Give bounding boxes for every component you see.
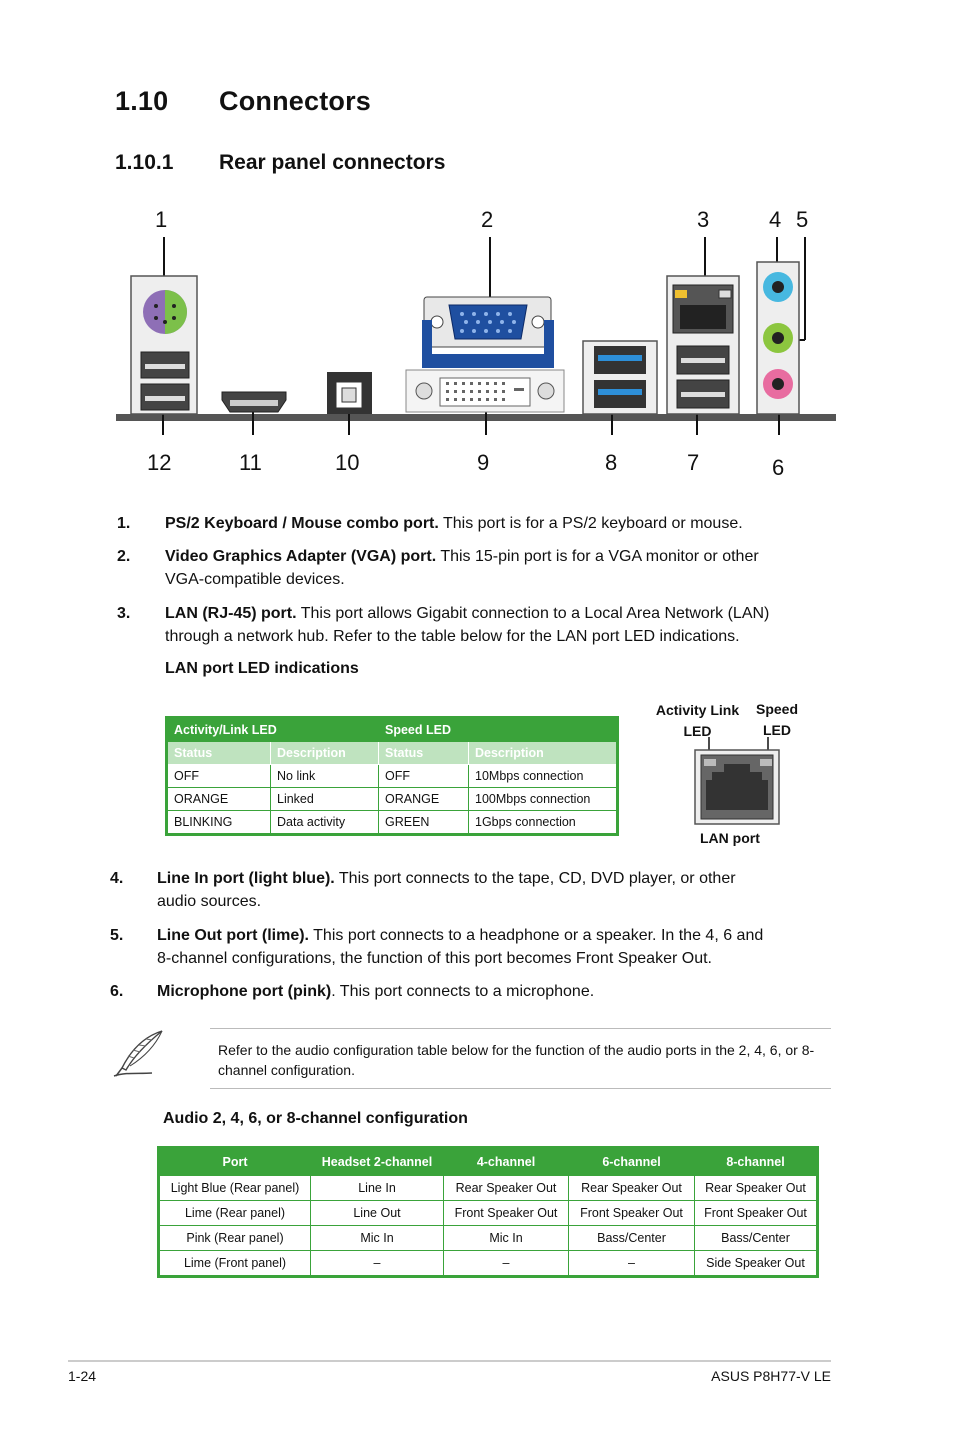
callout-5: 5 (796, 207, 809, 232)
callout-7: 7 (687, 450, 700, 475)
callout-1: 1 (155, 207, 168, 232)
list-item-2: 2. Video Graphics Adapter (VGA) port. This 15-pin port is for a VGA monitor or other VGA-compatible devices. (117, 548, 759, 588)
table-row: Light Blue (Rear panel) Line In Rear Speaker Out Rear Speaker Out Rear Speaker Out (159, 1176, 818, 1201)
table-row: ORANGE Linked ORANGE 100Mbps connection (167, 788, 618, 811)
product-name: ASUS P8H77-V LE (711, 1368, 831, 1384)
callout-6: 6 (772, 455, 785, 480)
callout-11: 11 (239, 450, 262, 475)
rear-panel-drawing (110, 235, 840, 435)
table-group-header: Activity/Link LED Speed LED (167, 718, 618, 742)
callout-10: 10 (335, 450, 360, 475)
note-bottom-rule (210, 1088, 831, 1089)
callout-8: 8 (605, 450, 618, 475)
audio-config-table (157, 1146, 819, 1278)
footer-rule (68, 1360, 831, 1362)
callout-9: 9 (477, 450, 490, 475)
table-row: Pink (Rear panel) Mic In Mic In Bass/Center Bass/Center (159, 1226, 818, 1251)
page-title: 1.10 Connectors (115, 86, 372, 116)
panel-base (116, 414, 836, 421)
table-row: BLINKING Data activity GREEN 1Gbps connection (167, 811, 618, 835)
callout-2: 2 (481, 207, 494, 232)
callout-3: 3 (697, 207, 710, 232)
callout-4: 4 (769, 207, 782, 232)
lan-led-heading: LAN port LED indications (165, 660, 359, 677)
lan-port-drawing (690, 736, 785, 828)
callout-12: 12 (147, 450, 172, 475)
list-item-3: 3. LAN (RJ-45) port. This port allows Gigabit connection to a Local Area Network (LAN) through a network hub. Refer to the table below for the LAN port LED indications. (117, 605, 770, 645)
note-text: Refer to the audio configuration table below for the function of the audio ports in the 2, 4, 6, or 8-channel configuration. (218, 1042, 815, 1078)
activity-led-label: Activity Link LED (655, 702, 740, 739)
table-row: Lime (Front panel) – – – Side Speaker Out (159, 1251, 818, 1277)
audio-config-heading: Audio 2, 4, 6, or 8-channel configuration (163, 1110, 468, 1127)
table-header: Status Description Status Description (167, 742, 618, 765)
feather-pen-icon (112, 1028, 168, 1080)
list-item-4: 4. Line In port (light blue). This port connects to the tape, CD, DVD player, or other audio sources. (110, 870, 736, 910)
table-header: Port Headset 2-channel 4-channel 6-channel 8-channel (159, 1148, 818, 1176)
note-top-rule (210, 1028, 831, 1029)
table-row: Lime (Rear panel) Line Out Front Speaker Out Front Speaker Out Front Speaker Out (159, 1201, 818, 1226)
list-item-6: 6. Microphone port (pink). This port connects to a microphone. (110, 983, 595, 1000)
lan-led-table (165, 716, 619, 836)
list-item-5: 5. Line Out port (lime). This port connects to a headphone or a speaker. In the 4, 6 and 8-channel configurations, the function of this port becomes Front Speaker Out. (110, 927, 764, 967)
table-row: OFF No link OFF 10Mbps connection (167, 765, 618, 788)
lan-port-label: LAN port (700, 830, 760, 846)
page-number: 1-24 (68, 1368, 97, 1384)
list-item-1: 1. PS/2 Keyboard / Mouse combo port. This port is for a PS/2 keyboard or mouse. (117, 515, 743, 532)
section-title: 1.10.1 Rear panel connectors (115, 151, 446, 174)
speed-led-label: Speed LED (755, 701, 798, 738)
